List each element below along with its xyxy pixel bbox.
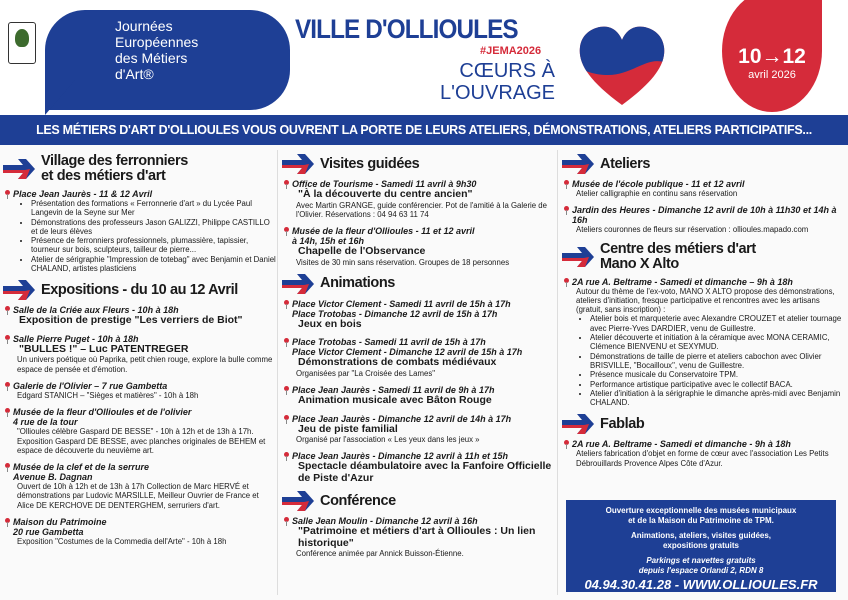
- event-description: Avec Martin GRANGE, guide conférencier. Pot de l'amitié à la Galerie de l'Olivier. Réservations : 04 94 63 11 74: [296, 200, 547, 219]
- section: [282, 491, 557, 558]
- event-entry: [292, 414, 557, 445]
- event-location: Place Jean Jaurès - Samedi 11 avril de 9h à 17h: [292, 385, 495, 396]
- event-entry: [292, 226, 557, 267]
- location-pin-icon: [284, 180, 289, 185]
- section-header: [282, 491, 557, 511]
- location-pin-icon: [5, 190, 10, 195]
- section-title-line: Expositions - du 10 au 12 Avril: [41, 281, 238, 298]
- section-header: [3, 280, 277, 300]
- event-location: Musée de la fleur d'Ollioules - 11 et 12 avril: [292, 226, 475, 237]
- arrow-icon: [3, 159, 35, 179]
- arrow-icon: [282, 491, 314, 511]
- section-title: [320, 157, 419, 172]
- event-location: à 14h, 15h et 16h: [292, 236, 365, 247]
- event-location: Place Trotobas - Dimanche 12 avril de 15h à 17h: [292, 308, 498, 319]
- event-description: Conférence animée par Annick Buisson-Étienne.: [296, 549, 464, 559]
- event-entry: [13, 407, 277, 455]
- event-location: Salle de la Criée aux Fleurs - 10h à 18h: [13, 305, 179, 316]
- event-entry: [292, 516, 557, 558]
- event-location: Musée de la clef et de la serrure: [13, 462, 150, 473]
- section: [562, 414, 842, 468]
- location-pin-icon: [284, 415, 289, 420]
- section-header: [282, 154, 557, 174]
- section-title-line: Ateliers: [600, 155, 650, 172]
- bullet-list: [572, 314, 842, 407]
- bullet-item: • Présentation des formations « Ferronnerie d'art » du Lycée Paul Langevin de la Seyne sur Mer: [31, 199, 277, 218]
- event-title: "BULLES !" – Luc PATENTREGER: [19, 342, 189, 355]
- section-title-line: Conférence: [320, 492, 396, 509]
- parking-info: Parkings et navettes gratuits: [646, 556, 756, 565]
- section-title: [600, 417, 644, 432]
- hashtag: #JEMA2026: [480, 45, 542, 57]
- arrow-icon: [562, 154, 594, 174]
- event-entry: [292, 299, 557, 331]
- location-pin-icon: [5, 335, 10, 340]
- event-title: Exposition de prestige "Les verriers de Biot": [19, 314, 243, 327]
- location-pin-icon: [564, 180, 569, 185]
- event-location: Place Victor Clement - Samedi 11 avril de 15h à 17h: [292, 298, 511, 309]
- column-1: [3, 150, 278, 595]
- event-description: Ateliers fabrication d'objet en forme de cœur avec l'association Les Petits Débrouillards Provence Alpes Côte d'Azur.: [576, 449, 829, 468]
- slogan-line: CŒURS À: [459, 60, 555, 82]
- section: [282, 274, 557, 485]
- info-line: et de la Maison du Patrimoine de TPM.: [628, 515, 774, 525]
- info-line: Animations, ateliers, visites guidées,: [630, 531, 772, 540]
- section-header: [562, 414, 842, 434]
- date-month: avril 2026: [748, 69, 796, 81]
- event-description: Organisé par l'association « Les yeux dans les jeux »: [296, 435, 480, 445]
- event-name: [115, 18, 198, 82]
- event-description: Atelier calligraphie en continu sans réservation: [576, 189, 738, 198]
- location-pin-icon: [284, 452, 289, 457]
- arrow-icon: [282, 274, 314, 294]
- event-description: Exposition "Costumes de la Commedia dell'Arte" - 10h à 18h: [17, 537, 227, 547]
- bullet-item: • Atelier découverte et initiation à la céramique avec MONA CERAMIC, Clémence BIENVENU et SEXYMUD.: [590, 333, 842, 352]
- arrow-icon: [282, 154, 314, 174]
- event-description: Ateliers couronnes de fleurs sur réservation : ollioules.mapado.com: [576, 225, 809, 235]
- event-location: Place Trotobas - Samedi 11 avril de 15h à 17h: [292, 337, 486, 348]
- event-location: 20 rue Gambetta: [13, 527, 84, 538]
- event-title: Démonstrations de combats médiévaux: [298, 356, 497, 369]
- date-range: 10→12: [738, 45, 806, 68]
- info-line: Ouverture exceptionnelle des musées municipaux: [605, 506, 797, 515]
- slogan: [405, 60, 555, 104]
- event-name-line: Européennes: [115, 34, 199, 50]
- section-title-line: Visites guidées: [320, 155, 420, 172]
- section: [282, 154, 557, 267]
- event-entry: [572, 205, 842, 234]
- heart-icon: [578, 25, 666, 107]
- slogan-line: L'OUVRAGE: [440, 82, 555, 104]
- event-entry: [13, 334, 277, 374]
- event-description: Visites de 30 min sans réservation. Groupes de 18 personnes: [296, 257, 510, 267]
- section: [3, 280, 277, 546]
- bullet-item: • Présence musicale du Conservatoire TPM.: [590, 370, 842, 379]
- bullet-list: [13, 199, 277, 273]
- location-pin-icon: [5, 306, 10, 311]
- event-entry: [13, 517, 277, 546]
- event-name-line: d'Art®: [115, 66, 154, 82]
- banner: LES MÉTIERS D'ART D'OLLIOULES VOUS OUVRENT LA PORTE DE LEURS ATELIERS, DÉMONSTRATIONS, ATELIERS PARTICIPATIFS...: [0, 115, 848, 145]
- event-location: 4 rue de la tour: [13, 417, 78, 428]
- event-description: Autour du thème de l'ex-voto, MANO X ALTO propose des démonstrations, ateliers d'initiation, fresque participative et rencontres avec les artisans (gratuit, sans inscription) :: [576, 286, 835, 315]
- info-box: [566, 500, 836, 592]
- event-location: Avenue B. Dagnan: [13, 472, 93, 483]
- event-entry: [292, 179, 557, 219]
- location-pin-icon: [564, 206, 569, 211]
- section-title-line: Village des ferronniers: [41, 153, 188, 169]
- event-title: Spectacle déambulatoire avec la Fanfoire Officielle de Piste d'Azur: [298, 460, 552, 484]
- location-pin-icon: [5, 463, 10, 468]
- event-description: Edgard STANICH – "Sièges et matières" - 10h à 18h: [17, 390, 199, 400]
- bullet-item: • Présence de ferronniers professionnels, plumassière, tapissier, tourneur sur bois, sculpteurs, tailleur de pierre...: [31, 236, 277, 255]
- event-description: Organisées par "La Croisée des Lames": [296, 368, 436, 378]
- event-location: Office de Tourisme - Samedi 11 avril à 9h30: [292, 179, 477, 189]
- arrow-icon: [562, 414, 594, 434]
- event-entry: [13, 189, 277, 273]
- bullet-item: • Atelier de sérigraphie "Impression de totebag" avec Benjamin et Daniel CHALAND, artistes plasticiens: [31, 255, 277, 274]
- section-header: [562, 242, 842, 272]
- event-dates: [722, 45, 822, 81]
- event-location: Place Jean Jaurès - Dimanche 12 avril à 11h et 15h: [292, 451, 508, 462]
- event-location: Salle Pierre Puget - 10h à 18h: [13, 333, 139, 344]
- event-location: Galerie de l'Olivier – 7 rue Gambetta: [13, 380, 168, 391]
- section-title: [320, 276, 395, 291]
- event-location: Maison du Patrimoine: [13, 517, 107, 528]
- section-title-line: Animations: [320, 275, 395, 292]
- parking-info: depuis l'espace Orlandi 2, RDN 8: [638, 565, 764, 575]
- event-entry: [292, 451, 557, 484]
- event-location: 2A rue A. Beltrame - Samedi et dimanche – 9h à 18h: [572, 276, 793, 287]
- section-title: [600, 157, 650, 172]
- event-entry: [13, 381, 277, 400]
- event-entry: [13, 305, 277, 327]
- event-title: Jeux en bois: [298, 317, 362, 330]
- header: [0, 0, 848, 115]
- section-header: [562, 154, 842, 174]
- section-title-line: Centre des métiers d'art: [600, 240, 756, 257]
- event-location: Musée de l'école publique - 11 et 12 avril: [572, 179, 745, 189]
- section-title-line: Mano X Alto: [600, 255, 679, 272]
- event-location: Place Jean Jaurès - Dimanche 12 avril de 14h à 17h: [292, 413, 512, 424]
- column-2: [282, 150, 558, 595]
- event-location: Salle Jean Moulin - Dimanche 12 avril à 16h: [292, 516, 478, 527]
- event-title: Jeu de piste familial: [298, 422, 398, 435]
- arrow-icon: [562, 247, 594, 267]
- event-title: "À la découverte du centre ancien": [298, 188, 473, 200]
- event-entry: [572, 439, 842, 468]
- event-entry: [292, 385, 557, 407]
- info-line: expositions gratuits: [662, 540, 739, 550]
- bullet-item: • Performance artistique participative avec le collectif BACA.: [590, 380, 842, 389]
- event-name-line: Journées: [115, 18, 173, 34]
- section-title: [320, 494, 396, 509]
- event-entry: [13, 462, 277, 510]
- location-pin-icon: [564, 440, 569, 445]
- bullet-item: • Atelier d'initiation à la sérigraphie le dimanche après-midi avec Benjamin CHALAND.: [590, 389, 842, 408]
- location-pin-icon: [284, 227, 289, 232]
- event-entry: [572, 179, 842, 198]
- section-title-line: et des métiers d'art: [41, 168, 166, 184]
- bullet-item: • Démonstrations de taille de pierre et ateliers cabochon avec Olivier BRISVILLE, "Bocailloux", venu de Guillestre.: [590, 352, 842, 371]
- event-description: Un univers poétique où Paprika, petit chien rouge, explore la bulle comme espace de pensée et d'émotion.: [17, 355, 273, 374]
- section-title: [41, 154, 188, 184]
- bullet-item: • Atelier bois et marqueterie avec Alexandre CROUZET et atelier tournage avec Pierre-Yves DARDIER, venu de Guillestre.: [590, 314, 842, 333]
- bullet-item: • Démonstrations des professeurs Jason GALIZZI, Philippe CASTILLO et de leurs élèves: [31, 218, 277, 237]
- location-pin-icon: [564, 278, 569, 283]
- event-name-line: des Métiers: [115, 50, 188, 66]
- section-title: [600, 242, 756, 272]
- event-location: Place Victor Clement - Dimanche 12 avril de 15h à 17h: [292, 347, 523, 358]
- event-title: Animation musicale avec Bâton Rouge: [298, 394, 492, 407]
- section-title: [41, 283, 238, 298]
- event-entry: [572, 277, 842, 408]
- event-entry: [292, 337, 557, 378]
- location-pin-icon: [284, 338, 289, 343]
- location-pin-icon: [284, 300, 289, 305]
- event-location: Place Jean Jaurès - 11 & 12 Avril: [13, 189, 153, 199]
- event-title: Chapelle de l'Observance: [298, 245, 426, 258]
- section-header: [282, 274, 557, 294]
- event-location: 2A rue A. Beltrame - Samedi et dimanche - 9h à 18h: [572, 439, 791, 450]
- event-location: Musée de la fleur d'Ollioules et de l'olivier: [13, 407, 192, 418]
- event-title: "Patrimoine et métiers d'art à Ollioules : Un lien historique": [298, 525, 536, 549]
- city-title: VILLE D'OLLIOULES: [295, 14, 518, 44]
- section: [562, 242, 842, 408]
- location-pin-icon: [284, 386, 289, 391]
- arrow-icon: [3, 280, 35, 300]
- section-title-line: Fablab: [600, 415, 645, 432]
- location-pin-icon: [5, 518, 10, 523]
- location-pin-icon: [284, 517, 289, 522]
- event-location: Jardin des Heures - Dimanche 12 avril de 10h à 11h30 et 14h à 16h: [572, 205, 837, 226]
- event-description: Ouvert de 10h à 12h et de 13h à 17h Collection de Marc HERVÉ et démonstrations par Ludovic MARSILLE, Meilleur Ouvrier de France et Alice DE KERCHOVE DE DENTERGHEM, serruriers d'art.: [17, 482, 259, 510]
- section: [3, 154, 277, 273]
- section: [562, 154, 842, 235]
- contact-info: 04.94.30.41.28 - WWW.OLLIOULES.FR: [584, 577, 818, 592]
- section-header: [3, 154, 277, 184]
- event-description: "Ollioules célèbre Gaspard DE BESSE" - 10h à 12h et de 13h à 17h. Exposition Gaspard DE BESSE, avec planches originales de BEHEM et espace de découverte du neuvième art.: [17, 427, 266, 455]
- location-pin-icon: [5, 382, 10, 387]
- city-logo: [8, 22, 36, 64]
- location-pin-icon: [5, 408, 10, 413]
